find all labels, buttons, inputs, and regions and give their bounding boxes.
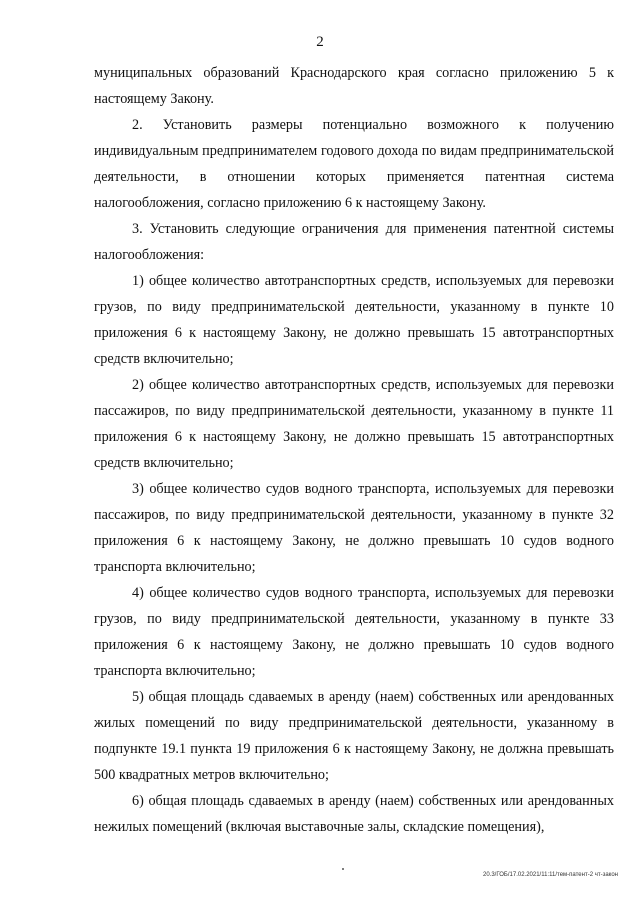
subparagraph-6: 6) общая площадь сдаваемых в аренду (наем) собственных или арендованных нежилых помещений (включая выставочные залы, складские помещения), [94, 793, 614, 835]
page-number: 2 [316, 34, 324, 50]
subparagraph-2: 2) общее количество автотранспортных средств, используемых для перевозки пассажиров, по виду предпринимательской деятельности, указанному в пункте 11 приложения 6 к настоящему Закону, не должно превышать 15 автотранспортных средств включительно; [94, 377, 614, 471]
footer-mark [342, 868, 344, 870]
paragraph-continuation: муниципальных образований Краснодарского края согласно приложению 5 к настоящему Закону. [94, 65, 614, 107]
document-body [94, 60, 614, 840]
paragraph-item-3: 3. Установить следующие ограничения для применения патентной системы налогообложения: [94, 221, 614, 263]
subparagraph-4: 4) общее количество судов водного транспорта, используемых для перевозки грузов, по виду предпринимательской деятельности, указанному в пункте 33 приложения 6 к настоящему Закону, не должно превышать 10 судов водного транспорта включительно; [94, 585, 614, 679]
subparagraph-3: 3) общее количество судов водного транспорта, используемых для перевозки пассажиров, по виду предпринимательской деятельности, указанному в пункте 32 приложения 6 к настоящему Закону, не должно превышать 10 судов водного транспорта включительно; [94, 481, 614, 575]
subparagraph-5: 5) общая площадь сдаваемых в аренду (наем) собственных или арендованных жилых помещений по виду предпринимательской деятельности, указанному в подпункте 19.1 пункта 19 приложения 6 к настоящему Закону, не должна превышать 500 квадратных метров включительно; [94, 689, 614, 783]
footer-document-reference: 20.3/ГОБ/17.02.2021/11:11/тем-патент-2 чт-закон [483, 872, 618, 878]
subparagraph-1: 1) общее количество автотранспортных средств, используемых для перевозки грузов, по виду предпринимательской деятельности, указанному в пункте 10 приложения 6 к настоящему Закону, не должно превышать 15 автотранспортных средств включительно; [94, 273, 614, 367]
paragraph-item-2: 2. Установить размеры потенциально возможного к получению индивидуальным предпринимателем годового дохода по видам предпринимательской деятельности, в отношении которых применяется патентная система налогообложения, согласно приложению 6 к настоящему Закону. [94, 117, 614, 211]
